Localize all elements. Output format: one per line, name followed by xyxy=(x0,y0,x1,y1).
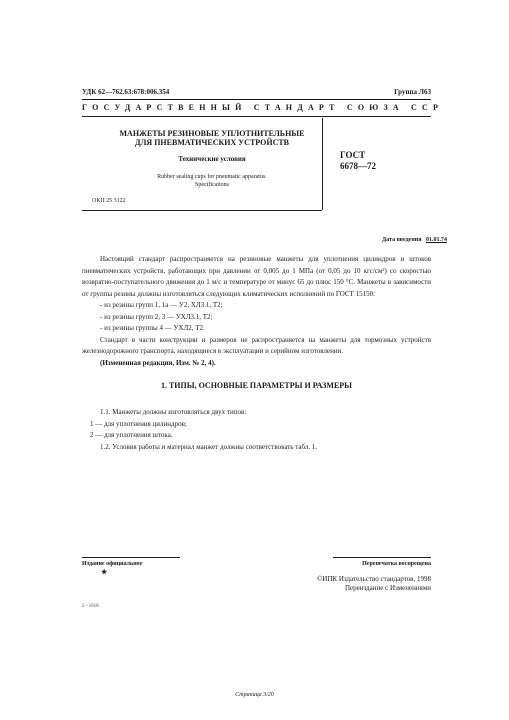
reprint-prohibited: Перепечатка воспрещена xyxy=(362,561,431,567)
paragraph-exclusion: Стандарт в части конструкции и размеров не распространяется на манжеты для тормозных устройств железнодорожного транспорта, находящиеся в эксплуатации и серийном изготовлении. xyxy=(82,335,431,355)
introduction-date-value: 01.01.74 xyxy=(426,237,447,243)
footer-rule-left xyxy=(82,557,180,558)
okp-code: ОКП 25 3122 xyxy=(92,198,126,204)
title-line-1: МАНЖЕТЫ РЕЗИНОВЫЕ УПЛОТНИТЕЛЬНЫЕ xyxy=(119,129,305,138)
reissue-note: Переиздание с Изменениями xyxy=(344,584,431,592)
english-title-line-1: Rubber sealing cups for pneumatic apparatus. xyxy=(157,174,267,180)
gost-number: 6678—72 xyxy=(340,161,376,171)
udc-code: УДК 62—762.63:678:006.354 xyxy=(82,88,170,96)
group-code: Группа Л63 xyxy=(394,88,431,96)
page-number: Страница 3/20 xyxy=(235,692,274,698)
clause-type-1: 1 — для уплотнения цилиндров; xyxy=(90,419,187,428)
list-item: - из резины групп 2, 3 — УХЛ3.1, Т2; xyxy=(100,312,213,321)
list-item: - из резины группы 4 — УХЛ2, Т2. xyxy=(100,324,205,332)
clause-1-1: 1.1. Манжеты должны изготовляться двух типов: xyxy=(100,408,247,416)
clause-type-2: 2 — для уплотнения штока. xyxy=(90,431,173,439)
gost-label: ГОСТ xyxy=(340,150,366,160)
list-item: - из резины групп 1, 1а — У2, ХЛ3.1, Т2; xyxy=(100,301,223,309)
paragraph-scope: Настоящий стандарт распространяется на резиновые манжеты для уплотнения цилиндров и штоков пневматических устройств, работающих при давлении от 0,005 до 1 МПа (от 0,05 до 10 кгс/см²) со скоростью возвратно-поступательного движения до 1 м/с и температуре от минус 65 до плюс 150 °С. Манжеты в зависимости от группы резины должны изготовляться следующих климатических исполнений по ГОСТ 15150: xyxy=(82,255,431,298)
amendment-note: (Измененная редакция, Изм. № 2, 4). xyxy=(100,359,216,367)
title-bottom-rule xyxy=(82,210,322,211)
header-rule xyxy=(82,116,431,117)
english-title-line-2: Specifications xyxy=(195,182,229,188)
introduction-date xyxy=(382,236,447,244)
star-mark: ★ xyxy=(101,568,108,576)
print-code: 2 - 1618 xyxy=(82,604,99,609)
gosstandard-heading: ГОСУДАРСТВЕННЫЙ СТАНДАРТ СОЮЗА ССР xyxy=(82,103,444,112)
subtitle: Технические условия xyxy=(178,155,246,163)
title-line-2: ДЛЯ ПНЕВМАТИЧЕСКИХ УСТРОЙСТВ xyxy=(134,138,290,147)
clause-1-2: 1.2. Условия работы и материал манжет должны соответствовать табл. 1. xyxy=(100,442,318,451)
copyright: ©ИПК Издательство стандартов, 1998 xyxy=(316,575,431,583)
official-edition: Издание официальное xyxy=(82,561,143,567)
gost-divider xyxy=(322,118,323,210)
top-rule xyxy=(82,99,431,100)
footer-rule-right xyxy=(333,557,431,558)
section-title: 1. ТИПЫ, ОСНОВНЫЕ ПАРАМЕТРЫ И РАЗМЕРЫ xyxy=(160,381,353,390)
introduction-date-label: Дата введения xyxy=(382,237,422,243)
